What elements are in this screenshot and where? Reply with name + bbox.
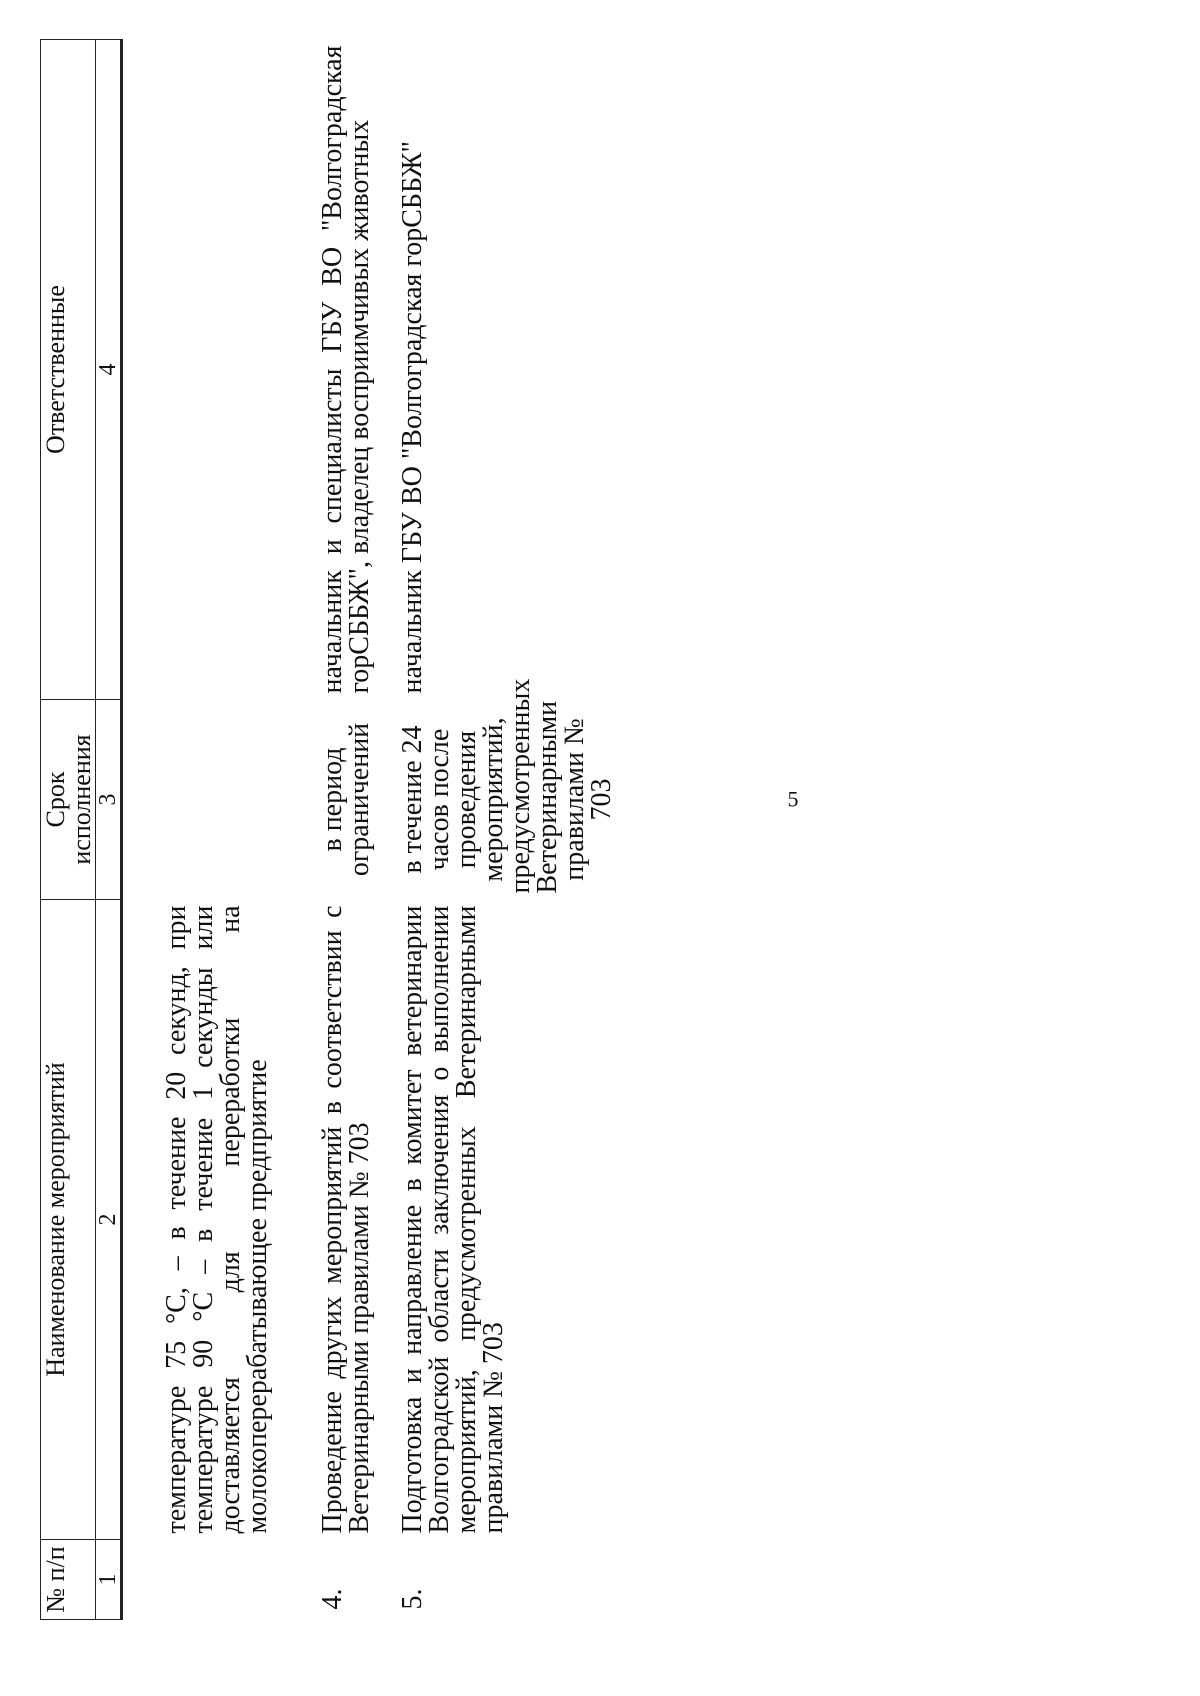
row-measure: Подготовка и направление в комитет ветеринарии Волгоградской области заключения о выполнении мероприятий, предусмотренных Ветеринарными правилами № 703: [397, 905, 509, 1534]
column-number: 1: [96, 1540, 122, 1620]
table-row: [122, 40, 272, 1620]
measures-table: [40, 39, 615, 1620]
row-term: в период ограничений: [317, 722, 375, 877]
row-measure: температуре 75 °С, – в течение 20 секунд, при температуре 90 °С – в течение 1 секунды или доставляется для переработки на молокоперерабатывающее предприятие: [161, 905, 273, 1534]
column-number: 4: [96, 40, 122, 700]
header-row: [41, 40, 96, 1620]
row-term: в течение 24 часов после проведения мероприятий, предусмотренных Ветеринарными правилами № 703: [397, 678, 617, 894]
row-term: [122, 700, 272, 900]
column-number: 2: [96, 900, 122, 1540]
row-number: [122, 1540, 272, 1620]
row-responsible: начальник ГБУ ВО "Волгоградская горСББЖ": [397, 141, 428, 694]
column-number-row: [96, 40, 122, 1620]
row-number: 5.: [397, 1588, 428, 1610]
row-number: 4.: [317, 1588, 348, 1610]
header-term: Срок исполнения: [41, 700, 96, 900]
table-row: [271, 40, 373, 1620]
page-number: 5: [787, 786, 799, 812]
row-responsible: [122, 40, 272, 700]
column-number: 3: [96, 700, 122, 900]
rotated-page: [40, 40, 800, 1620]
header-responsible: Ответственные: [41, 40, 96, 700]
table-row: [373, 40, 615, 1620]
row-measure: Проведение других мероприятий в соответствии с Ветеринарными правилами № 703: [317, 905, 375, 1534]
header-measure: Наименование мероприятий: [41, 900, 96, 1540]
header-number: № п/п: [41, 1540, 96, 1620]
row-responsible: начальник и специалисты ГБУ ВО "Волгоградская горСББЖ", владелец восприимчивых животных: [317, 45, 375, 694]
